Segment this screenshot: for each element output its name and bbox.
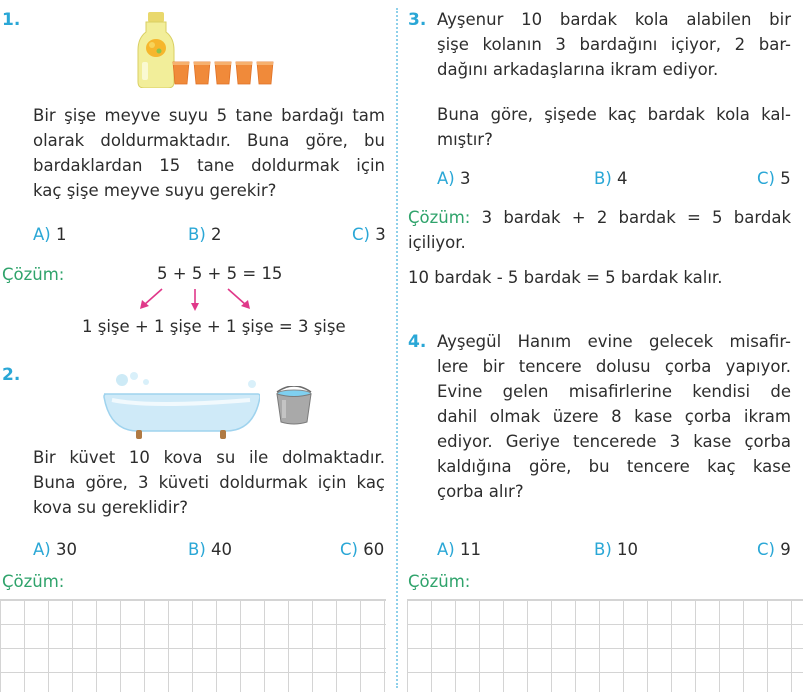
- q4-text: [437, 329, 791, 504]
- q2-option-b[interactable]: B) 40: [188, 540, 233, 559]
- bathtub-icon: [102, 370, 260, 440]
- q3-number: 3.: [408, 10, 427, 30]
- q1-text: [33, 103, 385, 203]
- q3-question-line: Buna göre, şişede kaç bardak kola kal-: [437, 105, 791, 124]
- q1-sum-line: 5 + 5 + 5 = 15: [157, 264, 283, 283]
- q2-line: Bir küvet 10 kova su ile dolmaktadır.: [33, 448, 385, 467]
- q4-line: çorba alır?: [437, 482, 524, 501]
- q4-line: ediyor. Geriye tencerede 3 kase çorba: [437, 432, 791, 451]
- q3-option-c[interactable]: C) 5: [757, 169, 791, 188]
- q4-line: lere bir tencere dolusu çorba yapıyor.: [437, 357, 791, 376]
- juice-bottle-icon: [136, 12, 176, 88]
- q3-option-b[interactable]: B) 4: [594, 169, 628, 188]
- q1-solution-label: Çözüm:: [2, 265, 65, 284]
- q3-option-a[interactable]: A) 3: [437, 169, 471, 188]
- q2-line: Buna göre, 3 küveti doldurmak için kaç: [33, 473, 385, 492]
- juice-glass-icon: [194, 62, 210, 84]
- q4-answer-grid[interactable]: [407, 599, 803, 692]
- q2-option-a[interactable]: A) 30: [33, 540, 77, 559]
- q1-line: bardaklardan 15 tane doldurmak için: [33, 156, 385, 175]
- q3-line: Ayşenur 10 bardak kola alabilen bir: [437, 10, 791, 29]
- q4-option-a[interactable]: A) 11: [437, 540, 481, 559]
- q3-question-line: mıştır?: [437, 130, 493, 149]
- q1-bottles-line: 1 şişe + 1 şişe + 1 şişe = 3 şişe: [82, 317, 346, 336]
- q4-number: 4.: [408, 332, 427, 352]
- juice-glass-icon: [257, 62, 273, 84]
- q2-line: kova su gereklidir?: [33, 498, 189, 517]
- q3-question: [437, 102, 791, 152]
- q3-solution-result: 10 bardak - 5 bardak = 5 bardak kalır.: [408, 268, 723, 287]
- q3-text: [437, 7, 791, 82]
- bucket-icon: [273, 386, 315, 426]
- juice-glass-icon: [215, 62, 231, 84]
- q1-option-c[interactable]: C) 3: [352, 225, 386, 244]
- q1-number: 1.: [2, 10, 21, 30]
- juice-glasses: [171, 60, 275, 86]
- q1-line: olarak doldurmaktadır. Buna göre, bu: [33, 131, 385, 150]
- column-divider: [396, 8, 398, 688]
- q3-solution: [408, 205, 791, 255]
- q1-line: kaç şişe meyve suyu gerekir?: [33, 181, 277, 200]
- q2-option-c[interactable]: C) 60: [340, 540, 385, 559]
- q3-line: dağını arkadaşlarına ikram ediyor.: [437, 60, 719, 79]
- q2-solution-label: Çözüm:: [2, 572, 65, 591]
- q1-option-a[interactable]: A) 1: [33, 225, 67, 244]
- juice-glass-icon: [236, 62, 252, 84]
- q3-solution-text: 3 bardak + 2 bardak = 5 bardak: [481, 208, 791, 227]
- q4-option-b[interactable]: B) 10: [594, 540, 639, 559]
- q2-text: [33, 445, 385, 520]
- q3-solution-text: içiliyor.: [408, 233, 466, 252]
- q1-arrows: [130, 285, 270, 315]
- q4-line: Evine gelen misafirlerine kendisi de: [437, 382, 791, 401]
- q1-line: Bir şişe meyve suyu 5 tane bardağı tam: [33, 106, 385, 125]
- q3-line: şişe kolanın 3 bardağını içiyor, 2 bar-: [437, 35, 791, 54]
- q3-solution-label: Çözüm:: [408, 208, 471, 227]
- q2-answer-grid[interactable]: [0, 599, 386, 692]
- q4-option-c[interactable]: C) 9: [757, 540, 791, 559]
- q1-option-b[interactable]: B) 2: [188, 225, 222, 244]
- q4-line: Ayşegül Hanım evine gelecek misafir-: [437, 332, 791, 351]
- q4-solution-label: Çözüm:: [408, 572, 471, 591]
- juice-glass-icon: [173, 62, 189, 84]
- q2-number: 2.: [2, 365, 21, 385]
- q4-line: kaldığına göre, bu tencere kaç kase: [437, 457, 791, 476]
- q4-line: dahil olmak üzere 8 kase çorba ikram: [437, 407, 791, 426]
